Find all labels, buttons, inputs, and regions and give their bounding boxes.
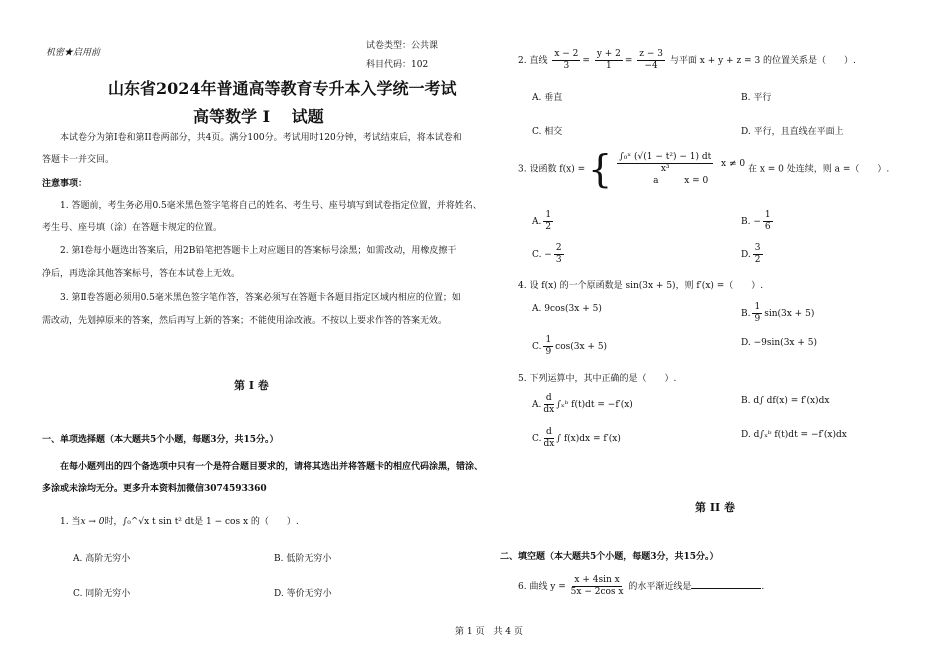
q5-option-c: C. $\frac{d}{dx}$ ∫ f(x)dx = f′(x) bbox=[532, 427, 621, 449]
exam-subtitle: 高等数学 I 试题 bbox=[193, 107, 324, 126]
q1-condition: x → 0 bbox=[80, 517, 105, 527]
q3-option-b: B. − $\frac{1}{6}$ bbox=[741, 210, 771, 232]
note-3b: 需改动，先划掉原来的答案，然后再写上新的答案；不能使用涂改液。不按以上要求作答的答案无效。 bbox=[42, 316, 448, 326]
q4-option-a: A. 9cos(3x + 5) bbox=[532, 304, 602, 314]
q4-option-c: C. $\frac{1}{9}$ cos(3x + 5) bbox=[532, 335, 608, 357]
q1-option-d: D. 等价无穷小 bbox=[274, 589, 332, 599]
section2-heading: 二、填空题（本大题共5个小题，每题3分，共15分。） bbox=[500, 552, 719, 562]
q3-suffix: 在 x = 0 处连续，则 a =（ ）. bbox=[747, 164, 890, 175]
q6-suffix: 的水平渐近线是 bbox=[628, 582, 692, 592]
section1-instruction-a: 在每小题列出的四个备选项中只有一个是符合题目要求的，请将其选出并将答题卡的相应代码涂黑，错涂、 bbox=[60, 462, 484, 472]
paper-type: 试卷类型：公共课 bbox=[366, 41, 439, 51]
q5-option-b: B. d∫ df(x) = f′(x)dx bbox=[741, 396, 830, 406]
note-1a: 1. 答题前，考生务必用0.5毫米黑色签字笔将自己的姓名、考生号、座号填写到试卷指定位置，并将姓名、 bbox=[60, 201, 482, 211]
q3-option-c: C. − $\frac{2}{3}$ bbox=[532, 243, 562, 265]
q2-option-a: A. 垂直 bbox=[532, 93, 563, 103]
q6-fraction: $\frac{\text{x + 4sin x}}{\text{5x − 2cos x}}$ bbox=[570, 575, 624, 597]
q6-prefix: 6. 曲线 y = bbox=[518, 582, 566, 592]
q2-fraction-y: $\frac{y + 2}{1}$ bbox=[596, 49, 621, 71]
q4-option-b: B. $\frac{1}{9}$ sin(3x + 5) bbox=[741, 302, 815, 324]
note-3a: 3. 第Ⅱ卷答题必须用0.5毫米黑色签字笔作答，答案必须写在答题卡各题目指定区域内相应的位置；如 bbox=[60, 293, 461, 303]
notes-title: 注意事项： bbox=[42, 179, 88, 189]
question-4: 4. 设 f(x) 的一个原函数是 sin(3x + 5)，则 f′(x) =（ ）. bbox=[518, 281, 764, 291]
confidential-mark: 机密★启用前 bbox=[46, 48, 101, 58]
section1-heading: 一、单项选择题（本大题共5个小题，每题3分，共15分。） bbox=[42, 435, 279, 445]
q1-option-b: B. 低阶无穷小 bbox=[274, 554, 332, 564]
q3-option-a: A. $\frac{1}{2}$ bbox=[532, 210, 552, 232]
q2-suffix: 与平面 x + y + z = 3 的位置关系是（ ）. bbox=[669, 56, 856, 66]
section1-instruction-b: 多涂或未涂均无分。更多升本资料加微信3074593360 bbox=[42, 484, 267, 494]
q3-piecewise: $\frac{\text{∫₀ˣ (√(1 − t²) − 1) dt}}{\text{x³}}$ x ≠ 0 a x = 0 bbox=[619, 151, 746, 186]
q1-prefix: 1. 当 bbox=[60, 517, 81, 527]
q1-integral: ∫₀^√x t sin t² dt bbox=[122, 517, 195, 527]
part1-title: 第 I 卷 bbox=[234, 379, 269, 392]
note-1b: 考生号、座号填（涂）在答题卡规定的位置。 bbox=[42, 223, 223, 233]
note-2b: 净后，再选涂其他答案标号，答在本试卷上无效。 bbox=[42, 269, 241, 279]
question-6: 6. 曲线 y = $\frac{\text{x + 4sin x}}{\text{5x − 2cos x}}$ 的水平渐近线是 . bbox=[518, 575, 765, 597]
q6-answer-blank[interactable] bbox=[691, 578, 761, 589]
note-2a: 2. 第Ⅰ卷每小题选出答案后，用2B铅笔把答题卡上对应题目的答案标号涂黑；如需改动，用橡皮擦干 bbox=[60, 246, 457, 256]
q2-fraction-x: $\frac{x - 2}{3}$ bbox=[554, 49, 579, 71]
q1-suffix: 是 1 − cos x 的（ ）. bbox=[194, 517, 299, 527]
page-footer: 第 1 页 共 4 页 bbox=[455, 627, 523, 637]
q2-option-b: B. 平行 bbox=[741, 93, 772, 103]
q2-option-d: D. 平行，且直线在平面上 bbox=[741, 127, 844, 137]
intro-line-2: 答题卡一并交回。 bbox=[42, 155, 115, 165]
q2-option-c: C. 相交 bbox=[532, 127, 563, 137]
q2-fraction-z: $\frac{z - 3}{-4}$ bbox=[639, 49, 664, 71]
intro-line-1: 本试卷分为第I卷和第II卷两部分，共4页。满分100分。考试用时120分钟，考试结束后，将本试卷和 bbox=[60, 133, 462, 143]
q3-option-d: D. $\frac{3}{2}$ bbox=[741, 243, 761, 265]
q5-option-a: A. $\frac{d}{dx}$ ∫ₓᵇ f(t)dt = −f′(x) bbox=[532, 393, 633, 415]
q5-option-d: D. d∫ₓᵇ f(t)dt = −f′(x)dx bbox=[741, 430, 847, 440]
question-3: 3. 设函数 f(x) = { $\frac{\text{∫₀ˣ (√(1 − t²) − 1) dt}}{\text{x³}}$ x ≠ 0 a x = 0 在 x = 0 处连续，则 a =（ ）. bbox=[518, 147, 890, 191]
q1-option-a: A. 高阶无穷小 bbox=[73, 554, 131, 564]
q1-mid: 时， bbox=[104, 517, 123, 527]
q2-prefix: 2. 直线 bbox=[518, 56, 548, 66]
q4-option-d: D. −9sin(3x + 5) bbox=[741, 338, 817, 348]
q1-option-c: C. 同阶无穷小 bbox=[73, 589, 131, 599]
question-2: 2. 直线 $\frac{x - 2}{3}$ = $\frac{y + 2}{1}$ = $\frac{z - 3}{-4}$ 与平面 x + y + z = 3 的位置关系是（ ）. bbox=[518, 49, 856, 71]
subject-code: 科目代码：102 bbox=[366, 60, 429, 70]
question-5: 5. 下列运算中，其中正确的是（ ）. bbox=[518, 374, 677, 384]
part2-title: 第 II 卷 bbox=[695, 501, 735, 514]
exam-title: 山东省2024年普通高等教育专升本入学统一考试 bbox=[108, 79, 457, 98]
question-1 bbox=[60, 514, 299, 527]
q3-prefix: 3. 设函数 f(x) = bbox=[518, 164, 586, 175]
